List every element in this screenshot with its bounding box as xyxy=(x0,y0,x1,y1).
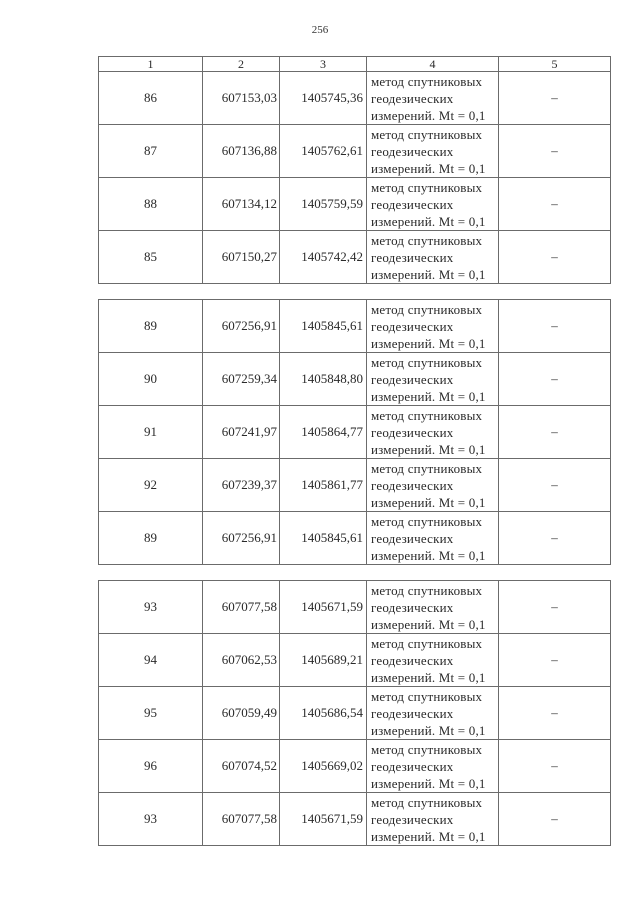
point-number: 93 xyxy=(99,581,203,634)
column-header: 4 xyxy=(367,57,499,72)
dash-cell: – xyxy=(499,72,611,125)
method-line: метод спутниковых xyxy=(371,741,483,757)
method-line: измерений. Mt = 0,1 xyxy=(371,616,486,632)
method-line: измерений. Mt = 0,1 xyxy=(371,335,486,351)
coordinate-x: 607136,88 xyxy=(203,125,280,178)
coordinate-x: 607077,58 xyxy=(203,793,280,846)
method-cell xyxy=(367,300,499,353)
table-row xyxy=(99,353,611,406)
point-number: 90 xyxy=(99,353,203,406)
coordinate-x: 607241,97 xyxy=(203,406,280,459)
method-line: геодезических xyxy=(371,652,454,668)
method-line: геодезических xyxy=(371,424,454,440)
method-line: геодезических xyxy=(371,705,454,721)
coordinate-x: 607256,91 xyxy=(203,512,280,565)
separator-cell xyxy=(99,565,611,581)
method-cell xyxy=(367,406,499,459)
dash-cell: – xyxy=(499,634,611,687)
coordinate-x: 607259,34 xyxy=(203,353,280,406)
coordinate-y: 1405864,77 xyxy=(280,406,367,459)
dash-cell: – xyxy=(499,740,611,793)
method-line: метод спутниковых xyxy=(371,126,483,142)
method-line: измерений. Mt = 0,1 xyxy=(371,669,486,685)
dash-cell: – xyxy=(499,581,611,634)
separator-cell xyxy=(99,284,611,300)
method-line: метод спутниковых xyxy=(371,635,483,651)
method-line: измерений. Mt = 0,1 xyxy=(371,722,486,738)
coordinate-y: 1405861,77 xyxy=(280,459,367,512)
coordinate-y: 1405845,61 xyxy=(280,300,367,353)
method-line: геодезических xyxy=(371,758,454,774)
coordinate-x: 607062,53 xyxy=(203,634,280,687)
method-line: измерений. Mt = 0,1 xyxy=(371,441,486,457)
group-separator xyxy=(99,565,611,581)
method-line: измерений. Mt = 0,1 xyxy=(371,266,486,282)
method-line: геодезических xyxy=(371,196,454,212)
coordinate-y: 1405762,61 xyxy=(280,125,367,178)
method-line: измерений. Mt = 0,1 xyxy=(371,388,486,404)
method-line: метод спутниковых xyxy=(371,354,483,370)
coordinate-y: 1405686,54 xyxy=(280,687,367,740)
coordinate-x: 607134,12 xyxy=(203,178,280,231)
dash-cell: – xyxy=(499,125,611,178)
coordinate-y: 1405845,61 xyxy=(280,512,367,565)
coordinate-y: 1405671,59 xyxy=(280,581,367,634)
point-number: 89 xyxy=(99,512,203,565)
method-line: метод спутниковых xyxy=(371,301,483,317)
method-line: измерений. Mt = 0,1 xyxy=(371,160,486,176)
dash-cell: – xyxy=(499,406,611,459)
dash-cell: – xyxy=(499,231,611,284)
table-row xyxy=(99,687,611,740)
coordinate-x: 607150,27 xyxy=(203,231,280,284)
method-cell xyxy=(367,512,499,565)
table-row xyxy=(99,300,611,353)
table-row xyxy=(99,740,611,793)
method-cell xyxy=(367,459,499,512)
coordinate-x: 607239,37 xyxy=(203,459,280,512)
method-line: метод спутниковых xyxy=(371,794,483,810)
method-cell xyxy=(367,634,499,687)
method-line: геодезических xyxy=(371,318,454,334)
method-line: геодезических xyxy=(371,143,454,159)
coordinate-x: 607059,49 xyxy=(203,687,280,740)
method-cell xyxy=(367,72,499,125)
method-line: метод спутниковых xyxy=(371,179,483,195)
method-line: измерений. Mt = 0,1 xyxy=(371,494,486,510)
method-line: метод спутниковых xyxy=(371,232,483,248)
dash-cell: – xyxy=(499,512,611,565)
method-line: метод спутниковых xyxy=(371,407,483,423)
coordinates-table xyxy=(98,56,611,846)
coordinate-y: 1405745,36 xyxy=(280,72,367,125)
method-cell xyxy=(367,687,499,740)
method-line: геодезических xyxy=(371,530,454,546)
method-line: измерений. Mt = 0,1 xyxy=(371,107,486,123)
dash-cell: – xyxy=(499,793,611,846)
point-number: 94 xyxy=(99,634,203,687)
point-number: 91 xyxy=(99,406,203,459)
coordinate-y: 1405689,21 xyxy=(280,634,367,687)
table-row xyxy=(99,72,611,125)
coordinate-y: 1405848,80 xyxy=(280,353,367,406)
dash-cell: – xyxy=(499,178,611,231)
table-row xyxy=(99,793,611,846)
column-header: 5 xyxy=(499,57,611,72)
point-number: 96 xyxy=(99,740,203,793)
table-body xyxy=(99,57,611,846)
coordinate-y: 1405742,42 xyxy=(280,231,367,284)
point-number: 85 xyxy=(99,231,203,284)
table-row xyxy=(99,459,611,512)
method-line: геодезических xyxy=(371,249,454,265)
method-line: геодезических xyxy=(371,599,454,615)
method-line: метод спутниковых xyxy=(371,513,483,529)
method-line: геодезических xyxy=(371,371,454,387)
table-row xyxy=(99,634,611,687)
dash-cell: – xyxy=(499,353,611,406)
method-line: метод спутниковых xyxy=(371,73,483,89)
point-number: 89 xyxy=(99,300,203,353)
method-cell xyxy=(367,740,499,793)
table-row xyxy=(99,512,611,565)
method-line: метод спутниковых xyxy=(371,460,483,476)
method-cell xyxy=(367,178,499,231)
coordinate-y: 1405669,02 xyxy=(280,740,367,793)
group-separator xyxy=(99,284,611,300)
coordinate-y: 1405759,59 xyxy=(280,178,367,231)
method-cell xyxy=(367,231,499,284)
point-number: 88 xyxy=(99,178,203,231)
method-line: геодезических xyxy=(371,477,454,493)
dash-cell: – xyxy=(499,300,611,353)
coordinate-y: 1405671,59 xyxy=(280,793,367,846)
method-line: метод спутниковых xyxy=(371,688,483,704)
page-number: 256 xyxy=(311,24,329,36)
header-row xyxy=(99,57,611,72)
method-line: измерений. Mt = 0,1 xyxy=(371,775,486,791)
method-line: измерений. Mt = 0,1 xyxy=(371,828,486,844)
point-number: 93 xyxy=(99,793,203,846)
method-line: геодезических xyxy=(371,811,454,827)
coordinate-x: 607256,91 xyxy=(203,300,280,353)
method-line: измерений. Mt = 0,1 xyxy=(371,547,486,563)
column-header: 2 xyxy=(203,57,280,72)
table-row xyxy=(99,178,611,231)
coordinate-x: 607074,52 xyxy=(203,740,280,793)
table-row xyxy=(99,581,611,634)
dash-cell: – xyxy=(499,459,611,512)
point-number: 95 xyxy=(99,687,203,740)
method-cell xyxy=(367,125,499,178)
method-cell xyxy=(367,353,499,406)
method-cell xyxy=(367,793,499,846)
method-cell xyxy=(367,581,499,634)
table-row xyxy=(99,231,611,284)
method-line: измерений. Mt = 0,1 xyxy=(371,213,486,229)
point-number: 92 xyxy=(99,459,203,512)
table-row xyxy=(99,406,611,459)
coordinate-x: 607077,58 xyxy=(203,581,280,634)
column-header: 3 xyxy=(280,57,367,72)
point-number: 87 xyxy=(99,125,203,178)
method-line: метод спутниковых xyxy=(371,582,483,598)
column-header: 1 xyxy=(99,57,203,72)
coordinate-x: 607153,03 xyxy=(203,72,280,125)
table-row xyxy=(99,125,611,178)
dash-cell: – xyxy=(499,687,611,740)
method-line: геодезических xyxy=(371,90,454,106)
point-number: 86 xyxy=(99,72,203,125)
